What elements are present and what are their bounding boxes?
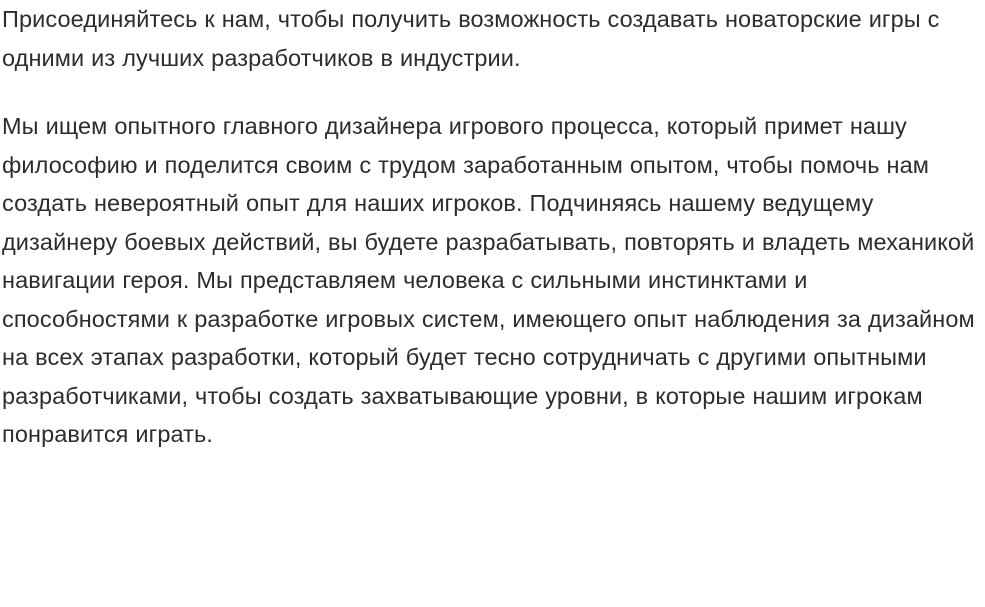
paragraph-intro: Присоединяйтесь к нам, чтобы получить возможность создавать новаторские игры с одними из лучших разработчиков в индустрии. [2,6,940,71]
paragraph-role-description: Мы ищем опытного главного дизайнера игрового процесса, который примет нашу философию и поделится своим с трудом заработанным опытом, чтобы помочь нам создать невероятный опыт для наших игроков. Подчиняясь нашему ведущему дизайнеру боевых действий, вы будете разрабатывать, повторять и владеть механикой навигации героя. Мы представляем человека с сильными инстинктами и способностями к разработке игровых систем, имеющего опыт наблюдения за дизайном на всех этапах разработки, который будет тесно сотрудничать с другими опытными разработчиками, чтобы создать захватывающие уровни, в которые нашим игрокам понравится играть. [2,113,975,447]
